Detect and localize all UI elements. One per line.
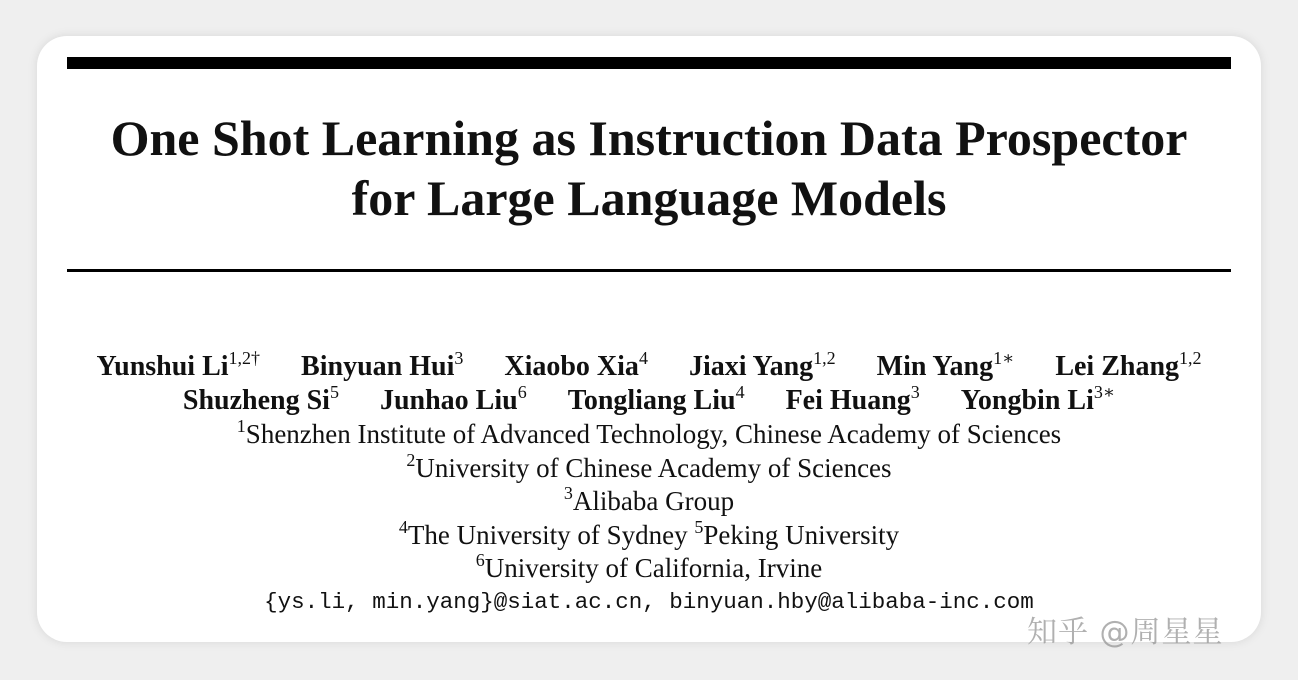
title-line-1: One Shot Learning as Instruction Data Prospector [110, 110, 1188, 166]
affiliation-marker: 1 [236, 416, 246, 436]
affiliation-marker: 4 [398, 516, 408, 537]
author-affiliation-marker: 1∗ [993, 348, 1015, 368]
affiliation-marker: 6 [475, 550, 485, 570]
author-affiliation-marker: 3∗ [1093, 382, 1116, 402]
author [96, 350, 260, 384]
author [568, 384, 745, 418]
affiliation-4-5 [37, 516, 1261, 553]
affiliation-6 [37, 552, 1261, 586]
zhihu-watermark: 知乎 @周星星 [1027, 615, 1224, 650]
author-name: Yongbin Li [960, 385, 1094, 416]
author-name: Shuzheng Si [182, 385, 330, 416]
contact-emails: {ys.li, min.yang}@siat.ac.cn, binyuan.hby@alibaba-inc.com [264, 588, 1034, 615]
author-name: Yunshui Li [96, 351, 229, 382]
author [183, 384, 339, 418]
affiliation-text: Alibaba Group [572, 486, 735, 516]
affiliation-marker: 5 [694, 516, 704, 537]
author-affiliation-marker: 4 [638, 348, 648, 368]
affiliation-marker: 2 [406, 449, 416, 470]
affiliation-text: The University of Sydney [407, 519, 695, 550]
author-name: Junhao Liu [379, 385, 518, 416]
author [301, 350, 463, 384]
author-affiliation-marker: 3 [454, 348, 464, 368]
author [504, 350, 648, 384]
author-name: Xiaobo Xia [504, 351, 639, 382]
author [689, 350, 836, 384]
author-name: Lei Zhang [1055, 351, 1180, 382]
author-name: Fei Huang [785, 385, 911, 416]
title-top-rule [67, 57, 1231, 69]
affiliation-1 [37, 418, 1261, 452]
affiliation-text: University of California, Irvine [484, 553, 823, 583]
author [380, 384, 527, 418]
author-name: Tongliang Liu [567, 385, 736, 416]
author-name: Jiaxi Yang [688, 351, 814, 382]
author-row-2 [37, 384, 1261, 418]
author-affiliation-marker: 6 [517, 382, 527, 402]
author-block [37, 350, 1261, 619]
author-affiliation-marker: 1,2 [813, 348, 836, 368]
affiliation-text: University of Chinese Academy of Sciences [415, 452, 892, 483]
author-affiliation-marker: 1,2 [1179, 348, 1202, 368]
author [877, 350, 1015, 384]
title-line-2: for Large Language Models [351, 170, 947, 226]
author-affiliation-marker: 1,2† [228, 348, 261, 368]
author [1055, 350, 1201, 384]
author-affiliation-marker: 3 [910, 382, 920, 402]
author-name: Binyuan Hui [301, 351, 455, 382]
author-affiliation-marker: 4 [735, 382, 745, 402]
author-name: Min Yang [876, 351, 994, 382]
affiliation-marker: 3 [563, 483, 573, 503]
author-row-1 [37, 350, 1261, 384]
affiliation-text: Shenzhen Institute of Advanced Technology, Chinese Academy of Sciences [245, 419, 1062, 449]
affiliation-2 [37, 449, 1261, 486]
paper-title [37, 108, 1261, 228]
author [961, 384, 1115, 418]
paper-header-card [37, 36, 1261, 642]
title-bottom-rule [67, 269, 1231, 272]
author-affiliation-marker: 5 [329, 382, 339, 402]
affiliation-text: Peking University [703, 519, 900, 550]
affiliation-3 [37, 485, 1261, 519]
author [786, 384, 920, 418]
